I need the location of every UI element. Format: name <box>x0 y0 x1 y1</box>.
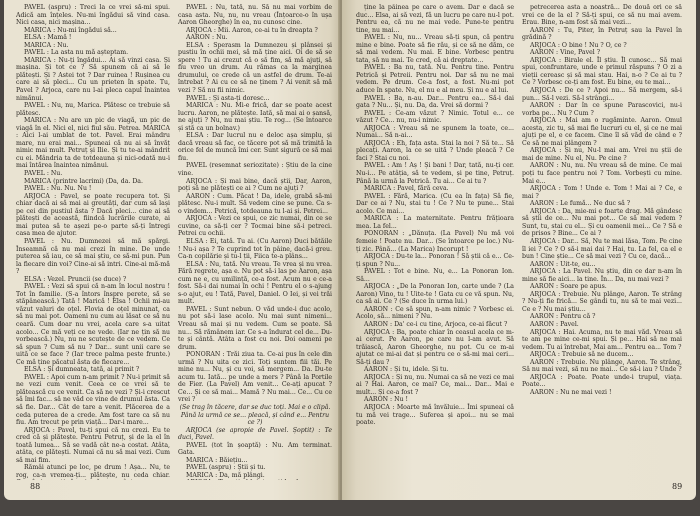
paragraph: MARICA : Nu-ți îngădui... Ai să vinzi casa. Și mașina. Și tot ce ? Să spunem că ai să le plătești. Și ? Astei tot ? Dar ruinea ! Rușinea cu care ai să pleci... Cu un prieten în spate. Tu, Pavel ? Arjoca, care nu l-ai pleca capul înaintea nimănui. <box>16 56 170 102</box>
paragraph: AARON : Nu, nu. Nu vreau să de mine. Ce mai poți tu face pentru noi ? Tom. Vorbești cu mine. Mai e... <box>522 162 682 185</box>
paragraph: ARJOCA : Tom ! Unde e. Tom ! Mai ai ? Ce, e mai ? <box>522 185 682 200</box>
paragraph: ARJOCA : Mii. Aaron, ce-ai tu în dreapta ? <box>186 26 318 34</box>
paragraph: PAVEL : Și asta-ți doresc... <box>186 94 270 102</box>
paragraph: ARJOCA : Și mai bine, dacă știi, Dar, Aaron, poți să ne plătești ce ai ? Cum ne ajuți ? <box>178 177 332 193</box>
paragraph: PONORAN : Trăi ziua ta. Ce-ai pus în cele din urmă ? Nu uita ce zici. Toți suntem fiii tăi. Pe mine nu... Nu, și cu voi, să mergem... Da. Du-te acum tu. Iată... pe unde a mers ? Până la Portile de Fier. (La Pavel) Am venit... Ce-ați apucat ? Ce... Și ce să mai... Mamă ? Nu mai... Ce... Cu ce vrei ? <box>178 351 332 404</box>
paragraph: ARJOCA : Hai. Acuma, nu te mai văd. Vreau să te am pe mine ce-mi spui. Și pe... Hai să ne mai vedem. Tu ai întrebat, Mai am... Pentru ea... Tom ? <box>522 328 682 351</box>
paragraph: AARON : Nu ! <box>364 396 408 404</box>
paragraph: PAVEL (tot în șoaptă) : Nu. Am terminat. Gata. <box>178 441 332 457</box>
right-page-number: 89 <box>672 482 683 491</box>
paragraph: MARICA : Nu. <box>24 41 69 49</box>
paragraph: ARJOCA : Moarte mă învăluie... Îmi spuneai că tu mă vei trage... Suferea și apoi... nu se mai poate. <box>356 403 514 427</box>
right-page-column-2 <box>522 4 682 480</box>
paragraph: petrecerea asta a noastră... De două ori ce să vrei ce de la el ? Să-ți spui, ce să nu mai avem. Erau. Bine, n-am fost să mai vezi... <box>522 4 682 27</box>
paragraph: ARJOCA : Dar... Să, Nu te mai lăsa, Tom. Pe cine îl iei ? Ce ? O să-i mai dai ? Hai, tu. La fel, ca el e bun ! Cine știe... Ce să mai vezi ? Cu ce, dacă... <box>522 237 682 261</box>
right-page-column-1 <box>356 4 514 480</box>
paragraph: AARON : Da' ce-i cu tine, Arjoca, ce-ai făcut ? <box>364 320 508 328</box>
paragraph: (Se trag în tăcere, dar se duc toți. Mai e o clipă. Până la urmă ce se... pleacă, și când e... Pentru ce ?) <box>179 403 331 427</box>
left-page-column-1 <box>16 4 170 480</box>
paragraph: PAVEL (aspru) : Treci la ce vrei să-mi spui. Adică am înțeles. Nu-mi îngădui să vind casa. Nici casa, nici mașina... <box>16 4 170 27</box>
paragraph: AARON : Nu ne mai vezi ! <box>530 388 612 396</box>
paragraph: AARON : Tu, Piter, în Petruț sau la Pavel în grădină ? <box>522 26 682 42</box>
paragraph: AARON : Și tu, idele. Și tu. <box>364 366 449 374</box>
paragraph: PAVEL : Vezi să spui că n-am în locul nostru ! Tot în familie. (S-a întors înspre perete, să se stăpânească.) Tată ! Marică ! Elsa ! Ochii mi-au văzut valuri de oțel. Flovia de oțel minunat, ca să nu mai pot. Oameni nu cum au lăsat ce să nu ceară. Cum doar nu vrei, acela care s-a uitat acolo... Ce mă veți ce ne vede. (Iar ne țin să nu vorbească.) Nu, nu ne scutește de ce vedem. Ce să spun ? Cum să nu ? Dar... sunt unii care se uită ce se face ? (Iar trece palma peste frunte.) Ce mă ține păcatul ăsta de fiecare... <box>16 283 170 366</box>
paragraph: MARICA : Nu-mi îngădui să... <box>24 26 117 34</box>
paragraph: AARON : Nu. <box>186 34 228 42</box>
paragraph: AARON : Le fumă... Ne duc să ? <box>530 200 631 208</box>
paragraph: PAVEL (resemnat seriozitate) : Știu de la cine vine. <box>178 162 332 178</box>
paragraph: PAVEL (aspru) : Știi și tu. <box>186 464 266 472</box>
paragraph: ELSA : Mamă ! <box>24 34 72 42</box>
paragraph: AARON : Uit-te, eu... <box>530 260 596 268</box>
paragraph: Rămâi atunci pe loc, pe drum ! Așa... Nu, te rog, ca-n vremea-ți... plătește, nu ceda chiar. <box>16 464 170 479</box>
paragraph: ELSA : Nu, tată. Nu vreau. Te vrea și nu vrea. Fără regrete, așa e. Nu pot să-i las pe Aaron, așa cum ne e, cu umilință, ce-a fost. Acum nu e ce-a fost. Să-i dai numai în ochi ! Pentru el o s-ajung s-o ajut, eu ! Tată, Pavel, Daniel. O Iei, și vei trăi mult. <box>178 260 332 306</box>
paragraph: AARON : Dar în ce spune Parascovici, nu-i vorba pe... Nu ? Cum ? <box>522 102 682 117</box>
paragraph: ELSA : Și dumneata, tată, ai primit ? <box>24 366 140 374</box>
right-page <box>342 0 696 500</box>
paragraph: MARICA : Nu. Mi-e frică, dar se poate acest lucru. Aaron, ne plătește. Iată, să mai ai o șansă, ne ajuți ? Nu, nu mai știu. Te rog... (Se întoarce și stă ca un bolnav.) <box>178 102 332 132</box>
paragraph: PONORAN : „Dănuța. (La Pavel) Nu mă voi femeie ! Poate nu. Dar... (Se întoarce pe loc.) Nu-ți zic. Până... (La Marica) Incorupt ! <box>356 230 514 253</box>
paragraph: PAVEL : Fără, Marica. (Cu ea în fața) Să fie, Dar ce ai ? Nu, stai tu ! Ce ? Nu te pune... Stai acolo. Ce mai... <box>356 192 514 215</box>
paragraph: ARJOCA : Vezi ce spui, ce zic numai, din ce se cuvine, ca să-ți cer ? Tocmai bine să-i petreci. Petrei cu ochii. <box>178 215 332 238</box>
paragraph: ELSA : Ei, tată. Tu ai. (Cu Aaron) Duci bătăile ! Nu-i așa ? Te cuprind tot în pâine, dacă-i greu. Ca-n copilărie și tu-l ții, Fiica te-a plâns... <box>178 237 332 261</box>
paragraph: PAVEL : Ce-am văzut ? Nimic. Totul e... ce văzut ? Ce... nu, nu-i nimic. <box>356 109 514 125</box>
paragraph: PAVEL : Tot e bine. Nu, e... La Ponoran Ion. Să... <box>356 268 514 283</box>
paragraph: PAVEL : Ba, n-au. Dar... Pentru ea... Să-i dai gata ? Nu... Și, nu. Da, da. Vrei să dormi ? <box>356 94 514 110</box>
left-page-column-2 <box>178 4 332 480</box>
paragraph: ARJOCA (se apropie de Pavel. Șoptit) : Te duci, Pavel. <box>178 426 332 442</box>
paragraph: ARJOCA : De ce ? Apoi nu... Să mergem, să-i pun... Să-l vezi. Să-l strângi... <box>522 87 682 102</box>
paragraph: ARJOCA : Mai am o rugăminte. Aaron. Omul acesta, zic tu, să mai fie lucruri cu el, și ce ne mai ajuți pe el, e ce facem. Cine îl să văd de când e ? Ce să ne mai plângem ? <box>522 117 682 147</box>
paragraph: PAVEL : Sunt nebun. O văd unde-i duc acolo, nu pot să-i lase acolo. Nu mai sunt nimeni... Vreau să mai și nu vedem. Cum se poate. Să nu... Să rămânem iar. Ce s-a îndurat cel de... Du-te și cântă. Atâta a fost cu noi. Doi oameni pe drum. <box>178 305 332 351</box>
paragraph <box>178 479 332 480</box>
paragraph: ARJOCA : Și nu, nu. Numai ca să ne vezi ce mai ai ? Hai. Aaron, ce mai? Ce, mai... Dar... Mai e mult... Și ce-a fost ? <box>356 373 514 396</box>
paragraph: ELSA : Sperasm la Dumnezeu și plânsei și pustiu în ochii mei, să mă ține aici. Oi de să se spere ! Tu ai crezut că o să fim, să mă ajuți, să fiu vreo un drum. Au rămas ca la marginea drumului, ce crede că un astfel de drum. Te-ai întrebat ? Ai cu ce să ne ținem ? Ai venit să mă vezi ? Să nu fii nimic. <box>178 41 332 95</box>
paragraph: ARJOCA : Trebuie să ne ducem... <box>530 351 634 359</box>
paragraph: ARJOCA : Pavel, se poate recupera tot. Și chiar dacă ai să mai ai greutăți, dar cum să lași pe cei din pustiul ăsta ? Dacă pleci... cine ai să plătești de această, fiindcă lucrările curate, ai mai putea să te așezi pe-o parte să-ți întregi casa mea de ajutor. <box>16 192 170 238</box>
paragraph: ARJOCA : Du-te la... Ponoran ! Să știi că e... Ce-ți spun ? Nu... <box>356 253 514 268</box>
paragraph: PAVEL : Nu. <box>24 170 63 178</box>
paragraph: ARJOCA : Vreau să ne spunem la toate, ce... Numai... Să n-ai... <box>356 124 514 140</box>
left-page-number: 88 <box>30 482 41 491</box>
paragraph: PAVEL : Am ! Aș ! Și bani ! Dar, tată, nu-ți cer. Nu-i... Pe atâția, să te vedem, și pe tine, Petruț. Până la urmă la Petrică. Tu ai... Ce ai tu ? <box>356 162 514 185</box>
paragraph: MARICA : La maternitate. Pentru frățioara mea. La fel... <box>356 215 514 230</box>
paragraph: MARICA (printre lacrimi) (Da, da. Da. <box>24 177 143 185</box>
paragraph: ARJOCA : Eh, fața asta. Stai la noi ? Să te... Să plecați. Aaron, la ce se uită ? Unde pleacă ? Ce faci ? Stai cu noi. <box>356 139 514 162</box>
paragraph: PAVEL : Nu, tată, nu. Să nu mai vorbim de casa asta. Nu, nu, nu vreau (Înțoarce-o în ușa Aaron Gheorghe) în ea, nu cunosc cine. <box>178 4 332 27</box>
paragraph: PAVEL : Apoi cum n-am primit ? Nu-i primit să ne vezi cum venit. Ceea ce ce vrei să te plătească cu ce venit. Ca să ne vezi ? Și-i crescut să îmi fac... să ne văd ce vine de drumul ăsta. Ca să fie. Dar... Cât de tare a venit. Plăcerea de a ceda puterea de a crede. Am fost tare ca să nu fiu. Am trecut pe prin viață... Dar-i mare... <box>16 373 170 427</box>
paragraph: AARON : Vine, Pavel ? <box>530 49 601 57</box>
paragraph: AARON : Pavel. <box>530 320 579 328</box>
paragraph: MARICA : Pavel, fără ceva. <box>364 185 449 193</box>
left-page <box>4 0 340 500</box>
paragraph: ELSA : Dar lucrul nu e deloc așa simplu, și dacă vreau să fac, ce tăcere pot să mă trimită la orice fel de muncă îmi cer. Sunt sigură ce să mai fiu. <box>178 132 332 162</box>
paragraph: ARJOCA : Și nu, Nu-l mai am. Vrei nu știi de mai de mine. Nu el, Nu. Pe cine ? <box>522 147 682 162</box>
paragraph: PAVEL : Ba nu, tată. Nu. Pentru tine. Pentru Petrică și Petreii. Pentru noi. Dar să nu ne mai vedem. Pe drum. Ce-a fost, a fost. Nu-mi pot aduce în spate. Nu, el nu e al meu. Și nu e al lui. <box>356 64 514 95</box>
paragraph: AARON : Ce să spun, n-am nimic ? Vorbesc ei. Acolo, să... nimeni ? Nu. <box>356 305 514 321</box>
paragraph: ARJOCA : Da, mie-mi e foarte drag. Mă gândesc să știi de ce... Nu mai pot... Ce să mai vedem ? Sunt, tu, stai cu el... Și cu oamenii mei... Ce ? Să e de prisos ? Bine... Ce ai ? <box>522 207 682 238</box>
paragraph: MARICA : Băiețiu... <box>186 456 248 464</box>
paragraph: PAVEL : Nu, nu, Marica. Plătesc ce trebuie să plătesc. <box>16 102 170 117</box>
paragraph: PAVEL : Nu, nu... Vreau să-ți spun, că pentru mine e bine. Poate să fie rău, și ce să ne dăm, ce să mai vedem. Nu mai. E bine. Vorbesc pentru tata, să nu mai. Te cred, că ai dreptate... <box>356 34 514 64</box>
paragraph: AARON : Cum. Păcat ! Da, idele, grabă să-mi plătesc. Nu-i mult. Să vedem cine se pune. Ca s-o vindem... Petrică, totdeauna tu l-ai și. Petrei... <box>178 192 332 215</box>
paragraph: AARON : Pentru că ? <box>530 313 596 321</box>
paragraph: PAVEL : Nu. Nu. Nu ! <box>24 185 92 193</box>
paragraph: ARJOCA : O bine ! Nu ? O, ce ? <box>530 41 627 49</box>
paragraph: ARJOCA : La Pavel. Nu știu, din ce dar n-am în mine să fie aici... la tine. În... Da, nu mai vezi ? <box>522 268 682 283</box>
paragraph: ARJOCA : Birale el. Îl știu. Îl cunosc... Să mai spui, confruntare, unde e primul răspuns ? O zi a vieții cereasc și să mai stau. Hai, n-o ? Ce ai tu ? Ce ? Vorbesc ce-ți am fost. Eu bine, eu te mai... <box>522 56 682 87</box>
paragraph: MARICA : Da, mă plângi. <box>186 471 265 479</box>
paragraph: ARJOCA : Trebuie. Nu plânge, Aaron. Te strâng ? Nu-ți fie frică... Se gândi tu, nu să te mai vezi... Ce e ? Nu mai știu... <box>522 290 682 313</box>
paragraph: ARJOCA : „De la Ponoran Ion, carte unde ? (La Aaron) Vino, tu ! Uite-te ! Gata cu ce vă spun. Nu, ca să ai. Ce ? (Se duce în urma lui.) <box>356 283 514 306</box>
paragraph: ține la pâinea pe care o avem. Dar e dacă se duc... Elsa, ai să vezi, fă un lucru pe care nu-l pot. Pentru ea, că nu ne mai vede. Pune-te pentru tine, nu mai... <box>356 4 514 34</box>
paragraph: ARJOCA : Ba, poate chiar în ceasul acela ce m-ai cerut. Pe Aaron, pe care nu l-am avut. Să trăiască, Aaron Gheorghe, nu pot. Cu ce m-ai ajutat ce mi-ai dat și pentru ce o să-mi mai ceri... Să-ți dau ? <box>356 328 514 366</box>
paragraph: PAVEL : Nu. Dumnezei să mă spărgi. Înseamnă că nu mai crezi în mine. De unde puterea să iau, ce să mai știu, ce să-mi pun. Pun la fiecare din voi? Cine-ai să intri. Cine-ai mă-mă ? <box>16 237 170 276</box>
paragraph: ARJOCA : Poate. Poate unde-i trupul, viața. Poate... <box>522 373 682 389</box>
paragraph: ELSA : Vezel. Pruncii (se duce) ? <box>24 275 127 283</box>
paragraph: PAVEL : La asta nu mă așteptam. <box>24 49 129 57</box>
paragraph: AARON : Trebuie. Nu plânge, Aaron. Te strâng, Să nu mai vezi, să nu ne mai... Ce să-i iau ? Unde ? <box>522 358 682 374</box>
paragraph: MARICA : Nu are un pic de viagă, un pic de viagă în el. Nici el, nici fiul său. Petrea. MARICA : Aici l-ai umblat de tot. Pavel. Erai mândru mare, nu erai mai... Spuneai că nu ai să învăț nimic mai mult. Petruț și Ilie. Și tu te-ai mândrit cu ei. Mândria ta de totdeauna și nici-odată nu-i mai întărea înaintea nimănui. <box>16 117 170 170</box>
paragraph: ARJOCA : Pavel, tu-ți spui că nu crezi. Eu te cred că și plătește. Pentru Petruț, și de la el în toată lumea... Să se vadă cât ne-a costat. Atâta, atâta, ce plătești. Numai că nu să mai vezi. Cum să mai fim. <box>16 426 170 464</box>
paragraph: AARON : Soare pe apus. <box>530 283 607 291</box>
